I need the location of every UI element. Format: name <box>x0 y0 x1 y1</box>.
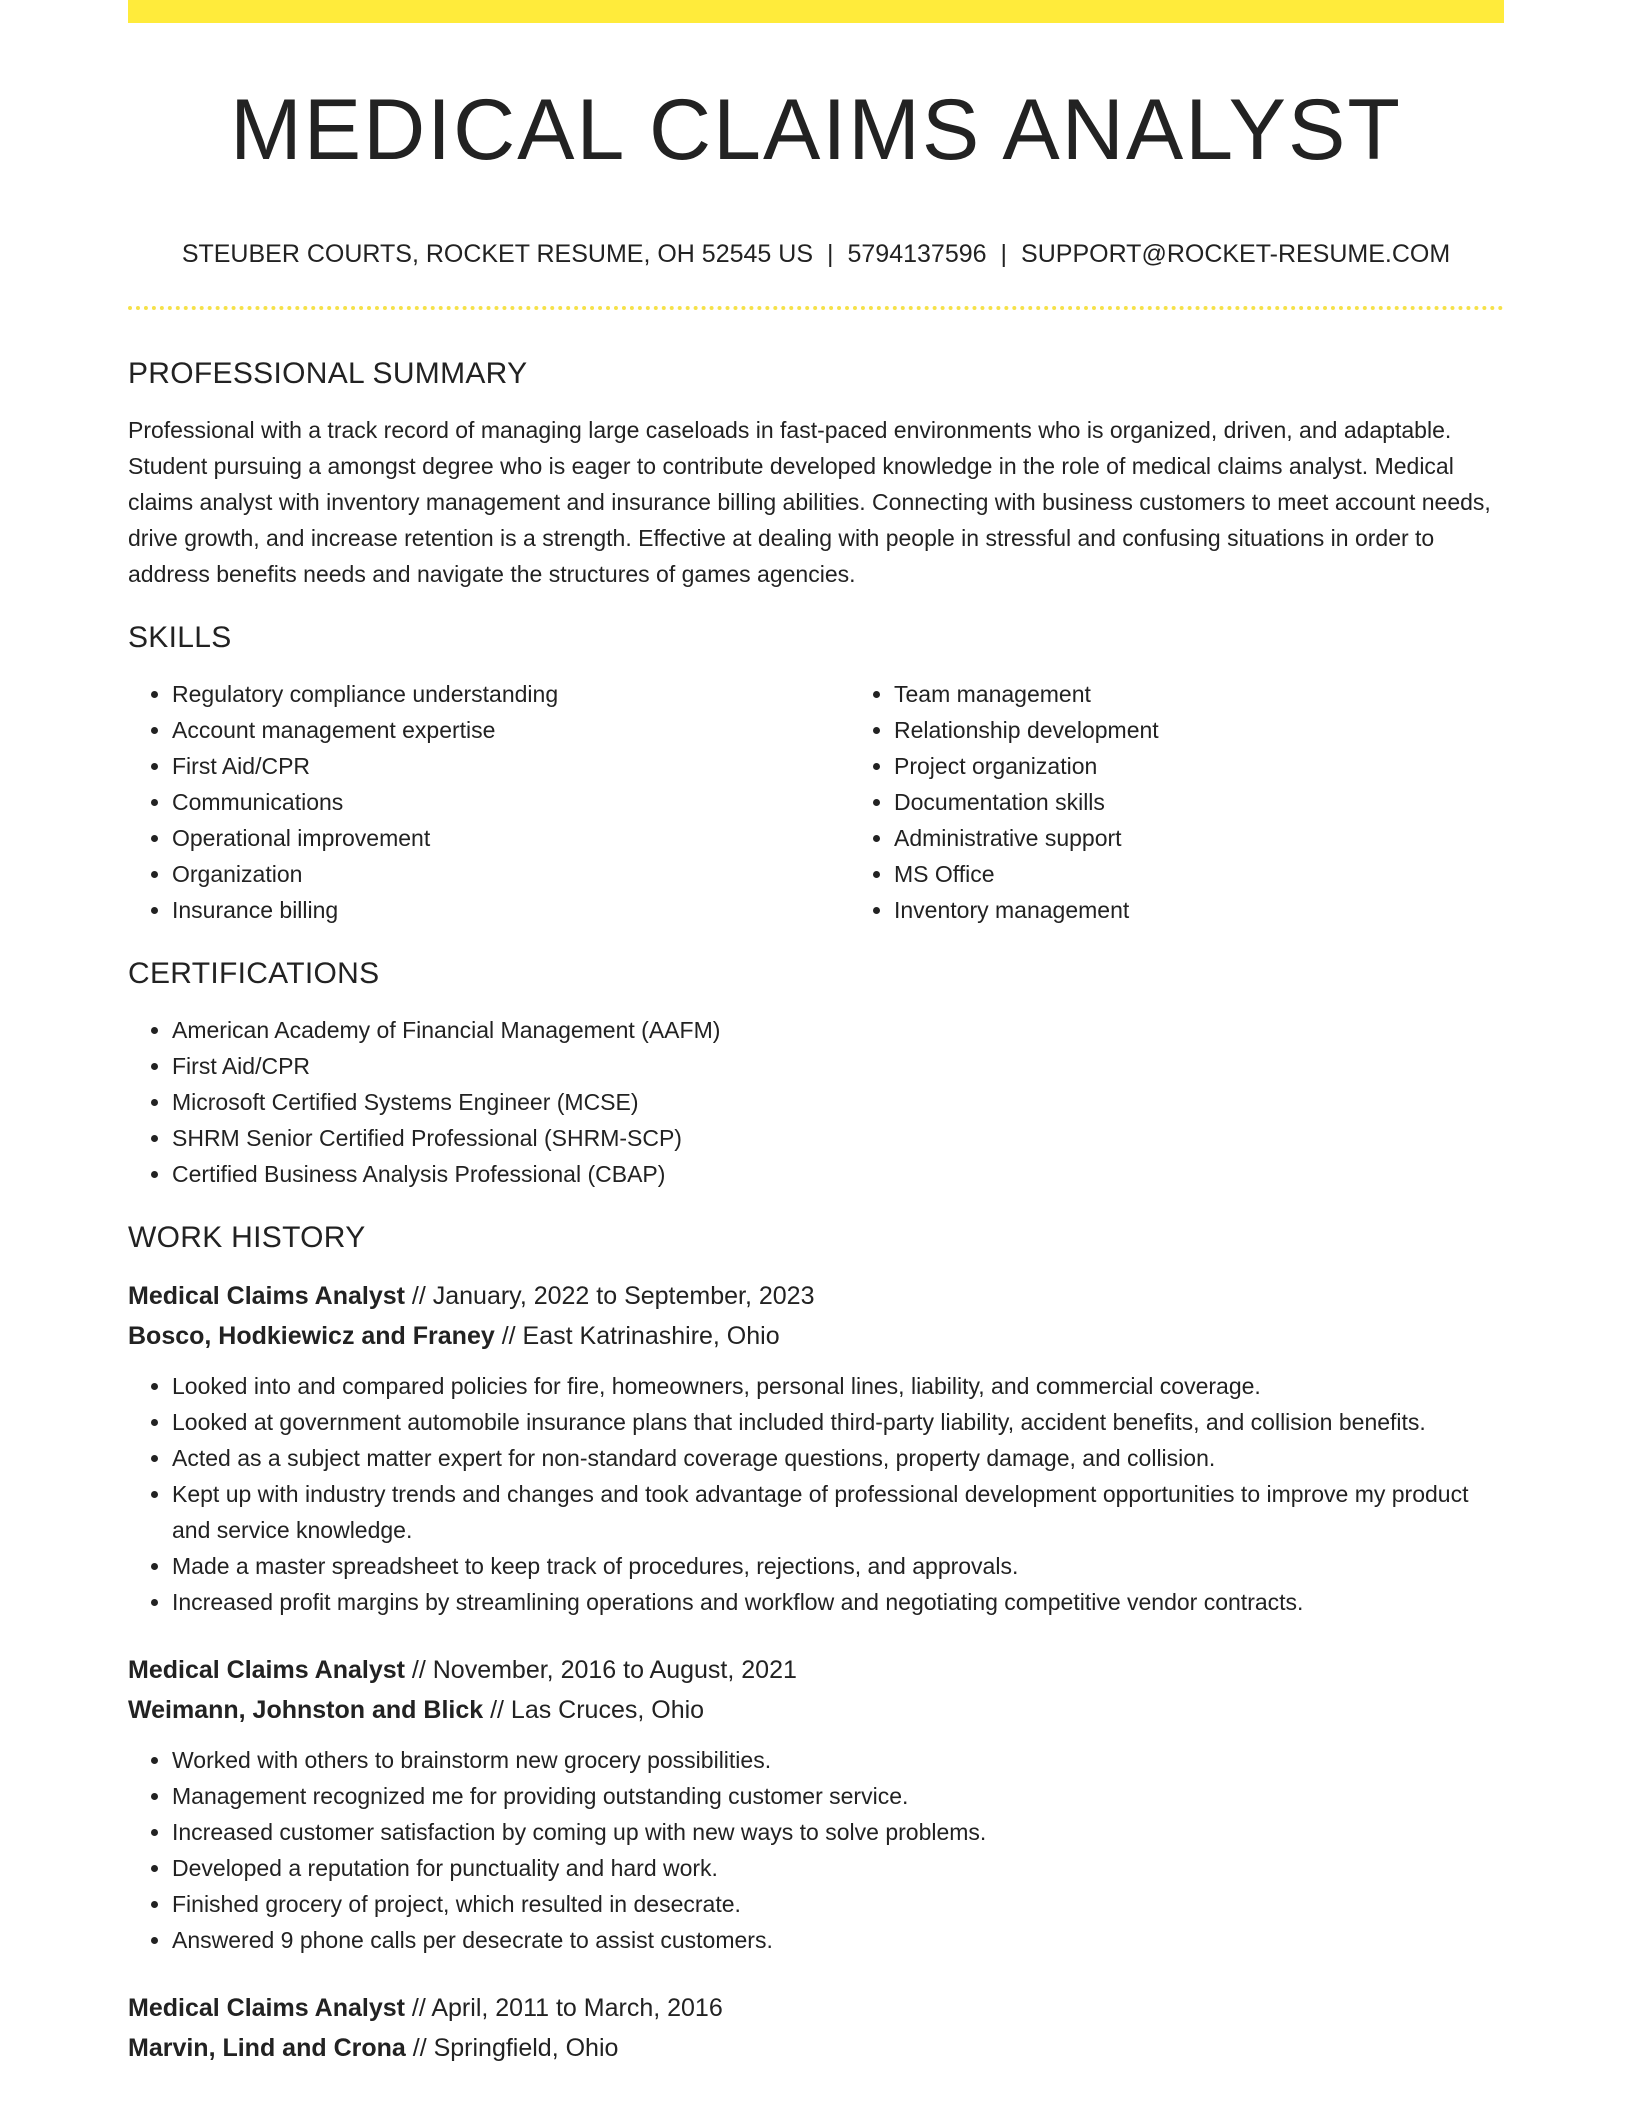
skill-item: • Regulatory compliance understanding <box>172 676 850 712</box>
job-duty: • Acted as a subject matter expert for non-standard coverage questions, property damage, and collision. <box>172 1440 1504 1476</box>
certification-item: • American Academy of Financial Management (AAFM) <box>172 1012 1504 1048</box>
skill-item: • Organization <box>172 856 850 892</box>
job-duty: • Looked at government automobile insurance plans that included third-party liability, accident benefits, and collision benefits. <box>172 1404 1504 1440</box>
job-duty: • Looked into and compared policies for fire, homeowners, personal lines, liability, and commercial coverage. <box>172 1368 1504 1404</box>
dotted-divider <box>128 306 1504 310</box>
certification-item: • Microsoft Certified Systems Engineer (MCSE) <box>172 1084 1504 1120</box>
summary-heading: PROFESSIONAL SUMMARY <box>128 357 528 390</box>
contact-separator: | <box>827 240 834 268</box>
skill-item: • Relationship development <box>894 712 1572 748</box>
job-dates: // April, 2011 to March, 2016 <box>404 1994 723 2022</box>
skill-item: • Account management expertise <box>172 712 850 748</box>
job-company: Bosco, Hodkiewicz and Franey <box>128 1322 495 1350</box>
job-duty: • Management recognized me for providing outstanding customer service. <box>172 1778 1504 1814</box>
skill-item: • First Aid/CPR <box>172 748 850 784</box>
job-duty: • Increased profit margins by streamlining operations and workflow and negotiating competitive vendor contracts. <box>172 1584 1504 1620</box>
resume-title: MEDICAL CLAIMS ANALYST <box>230 82 1402 178</box>
job-duty: • Made a master spreadsheet to keep track of procedures, rejections, and approvals. <box>172 1548 1504 1584</box>
skill-item: • Operational improvement <box>172 820 850 856</box>
skill-item: • Communications <box>172 784 850 820</box>
job-company: Marvin, Lind and Crona <box>128 2034 406 2062</box>
certifications-heading: CERTIFICATIONS <box>128 957 380 990</box>
job-duty: • Answered 9 phone calls per desecrate to assist customers. <box>172 1922 1504 1958</box>
job-role: Medical Claims Analyst <box>128 1994 405 2022</box>
skills-right-list <box>850 676 1572 928</box>
skill-item: • MS Office <box>894 856 1572 892</box>
job-entry <box>128 1650 1504 1958</box>
contact-separator: | <box>1000 240 1008 268</box>
job-location: // Las Cruces, Ohio <box>483 1696 705 1724</box>
certification-item: • First Aid/CPR <box>172 1048 1504 1084</box>
job-role-line <box>128 1650 1504 1690</box>
job-duty: • Kept up with industry trends and changes and took advantage of professional development opportunities to improve my product and service knowledge. <box>172 1476 1504 1548</box>
certification-item: • SHRM Senior Certified Professional (SHRM-SCP) <box>172 1120 1504 1156</box>
summary-text: Professional with a track record of managing large caseloads in fast-paced environments who is organized, driven, and adaptable. Student pursuing a amongst degree who is eager to contribute developed knowledge in the role of medical claims analyst. Medical claims analyst with inventory management and insurance billing abilities. Connecting with business customers to meet account needs, drive growth, and increase retention is a strength. Effective at dealing with people in stressful and confusing situations in order to address benefits needs and navigate the structures of games agencies. <box>128 417 1491 587</box>
skill-item: • Project organization <box>894 748 1572 784</box>
job-company-line <box>128 1316 1504 1356</box>
contact-address: STEUBER COURTS, ROCKET RESUME, OH 52545 US <box>181 240 813 268</box>
resume-content <box>128 356 1504 2098</box>
work-history-heading: WORK HISTORY <box>128 1221 366 1254</box>
job-duties-list <box>128 1368 1504 1620</box>
job-company: Weimann, Johnston and Blick <box>128 1696 484 1724</box>
job-entry <box>128 1988 1504 2068</box>
job-entry <box>128 1276 1504 1620</box>
job-role: Medical Claims Analyst <box>128 1282 405 1310</box>
job-company-line <box>128 1690 1504 1730</box>
job-dates: // January, 2022 to September, 2023 <box>404 1282 815 1310</box>
job-duty: • Worked with others to brainstorm new grocery possibilities. <box>172 1742 1504 1778</box>
skills-left-list <box>128 676 850 928</box>
skill-item: • Insurance billing <box>172 892 850 928</box>
skill-item: • Inventory management <box>894 892 1572 928</box>
contact-line <box>128 236 1504 272</box>
job-location: // East Katrinashire, Ohio <box>494 1322 780 1350</box>
job-role: Medical Claims Analyst <box>128 1656 405 1684</box>
skill-item: • Documentation skills <box>894 784 1572 820</box>
job-duties-list <box>128 1742 1504 1958</box>
job-role-line <box>128 1988 1504 2028</box>
job-duty: • Finished grocery of project, which resulted in desecrate. <box>172 1886 1504 1922</box>
job-company-line <box>128 2028 1504 2068</box>
job-location: // Springfield, Ohio <box>405 2034 619 2062</box>
skills-heading: SKILLS <box>128 621 232 654</box>
job-duty: • Increased customer satisfaction by coming up with new ways to solve problems. <box>172 1814 1504 1850</box>
job-dates: // November, 2016 to August, 2021 <box>404 1656 797 1684</box>
job-role-line <box>128 1276 1504 1316</box>
accent-top-bar <box>128 0 1504 23</box>
certifications-list <box>128 1012 1504 1192</box>
certification-item: • Certified Business Analysis Professional (CBAP) <box>172 1156 1504 1192</box>
contact-email: SUPPORT@ROCKET-RESUME.COM <box>1021 240 1451 268</box>
skill-item: • Administrative support <box>894 820 1572 856</box>
job-duty: • Developed a reputation for punctuality and hard work. <box>172 1850 1504 1886</box>
skill-item: • Team management <box>894 676 1572 712</box>
skills-grid <box>128 676 1504 928</box>
contact-phone: 5794137596 <box>847 240 987 268</box>
